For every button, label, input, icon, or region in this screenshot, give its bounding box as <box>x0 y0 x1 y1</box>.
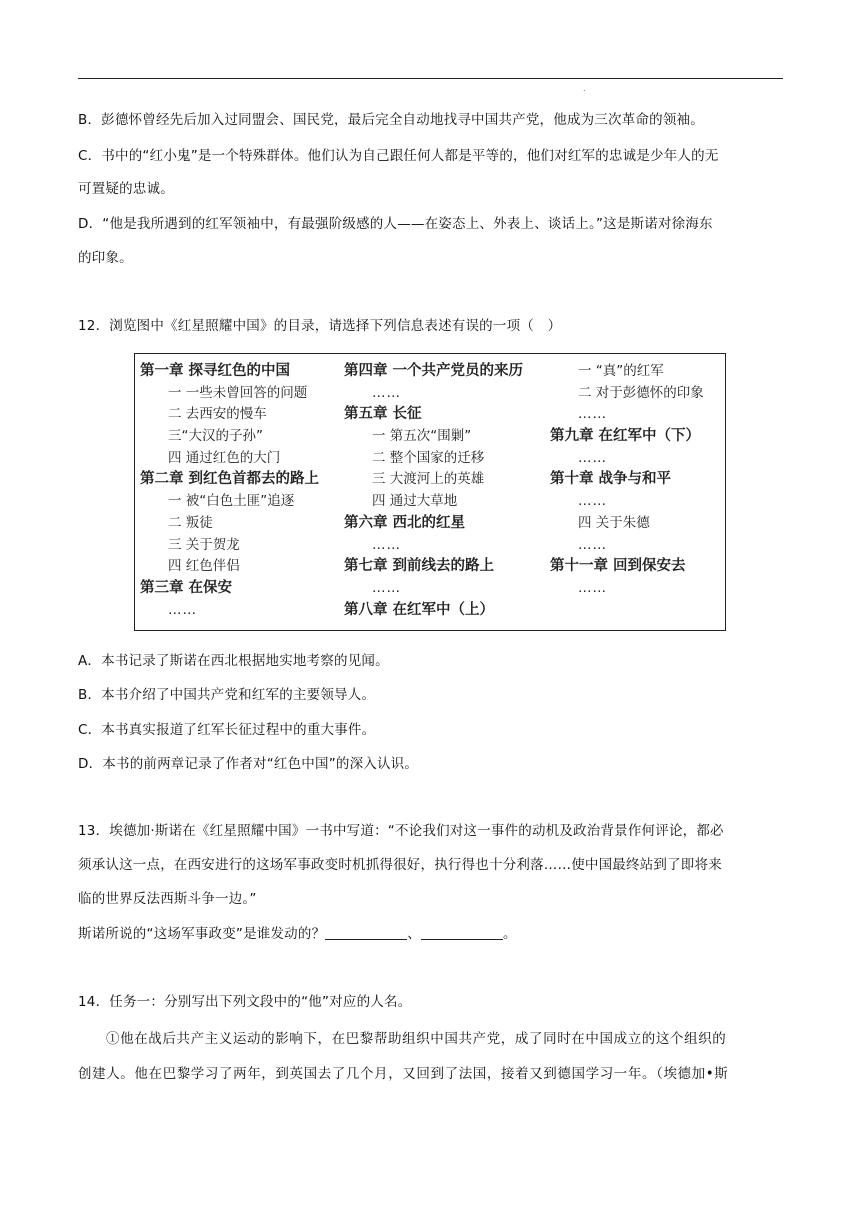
toc-ellipsis: …… <box>578 449 607 466</box>
toc-section: 二 对于彭德怀的印象 <box>578 384 704 401</box>
toc-chapter: 第九章 在红军中（下） <box>550 428 701 445</box>
toc-chapter: 第十章 战争与和平 <box>550 471 672 488</box>
q13-line1: 13．埃德加·斯诺在《红星照耀中国》一书中写道：“不论我们对这一事件的动机及政治背景作何评论，都必 <box>78 823 724 839</box>
toc-chapter: 第四章 一个共产党员的来历 <box>344 363 524 379</box>
toc-chapter: 第三章 在保安 <box>140 579 233 596</box>
toc-ellipsis: …… <box>578 493 607 510</box>
header-rule <box>78 78 783 79</box>
toc-chapter: 第二章 到红色首都去的路上 <box>140 471 320 488</box>
toc-section: 二 整个国家的迁移 <box>372 449 485 466</box>
q13-question-text: 斯诺所说的“这场军事政变”是谁发动的？ <box>78 926 326 942</box>
toc-section: 三“大汉的子孙” <box>168 428 263 445</box>
q14-passage-line1: ①他在战后共产主义运动的影响下，在巴黎帮助组织中国共产党，成了同时在中国成立的这个组织的 <box>106 1031 727 1047</box>
q11-option-d-line2: 的印象。 <box>78 250 133 266</box>
toc-figure <box>134 353 726 631</box>
header-dot: . <box>583 84 586 93</box>
q11-option-c-line1: C．书中的“红小鬼”是一个特殊群体。他们认为自己跟任何人都是平等的，他们对红军的忠诚是少年人的无 <box>78 148 719 164</box>
q12-stem: 12．浏览图中《红星照耀中国》的目录，请选择下列信息表述有误的一项（ ） <box>78 318 562 334</box>
toc-section: 三 关于贺龙 <box>168 536 240 553</box>
toc-chapter: 第八章 在红军中（上） <box>344 601 495 618</box>
toc-section: 一 一些未曾回答的问题 <box>168 384 308 401</box>
toc-section: 三 大渡河上的英雄 <box>372 471 485 488</box>
question-end: 。 <box>503 926 517 942</box>
toc-ellipsis: …… <box>372 384 401 401</box>
toc-section: 一 “真”的红军 <box>578 363 664 379</box>
toc-section: 一 第五次“围剿” <box>372 428 472 445</box>
toc-chapter: 第一章 探寻红色的中国 <box>140 363 291 379</box>
answer-blank-2[interactable] <box>421 925 503 940</box>
toc-section: 四 关于朱德 <box>578 514 650 531</box>
toc-section: 四 通过红色的大门 <box>168 449 281 466</box>
blank-separator: 、 <box>407 926 421 942</box>
q13-question <box>78 917 783 951</box>
answer-blank-1[interactable] <box>325 925 407 940</box>
toc-ellipsis: …… <box>578 536 607 553</box>
toc-chapter: 第七章 到前线去的路上 <box>344 558 495 575</box>
toc-chapter: 第五章 长征 <box>344 406 422 423</box>
toc-section: 四 红色伴侣 <box>168 558 240 575</box>
toc-section: 一 被“白色土匪”追逐 <box>168 493 295 510</box>
toc-section: 二 去西安的慢车 <box>168 406 267 423</box>
toc-ellipsis: …… <box>168 601 197 618</box>
toc-section: 四 通过大草地 <box>372 493 458 510</box>
toc-chapter: 第六章 西北的红星 <box>344 514 466 531</box>
q11-option-b: B．彭德怀曾经先后加入过同盟会、国民党，最后完全自动地找寻中国共产党，他成为三次革命的领袖。 <box>78 112 704 128</box>
toc-column-2 <box>344 361 523 621</box>
toc-ellipsis: …… <box>578 406 607 423</box>
q11-option-d-line1: D．“他是我所遇到的红军领袖中，有最强阶级感的人——在姿态上、外表上、谈话上。”这是斯诺对徐海东 <box>78 216 713 232</box>
q14-passage-line2: 创建人。他在巴黎学习了两年，到英国去了几个月，又回到了法国，接着又到德国学习一年。（埃德加•斯 <box>78 1066 729 1082</box>
q13-line2: 须承认这一点，在西安进行的这场军事政变时机抓得很好，执行得也十分利落……使中国最终站到了即将来 <box>78 857 722 873</box>
q14-stem: 14．任务一：分别写出下列文段中的“他”对应的人名。 <box>78 994 412 1010</box>
toc-column-3 <box>550 361 704 600</box>
toc-ellipsis: …… <box>372 536 401 553</box>
q12-option-a: A．本书记录了斯诺在西北根据地实地考察的见闻。 <box>78 653 389 669</box>
q12-option-c: C．本书真实报道了红军长征过程中的重大事件。 <box>78 722 376 738</box>
toc-chapter: 第十一章 回到保安去 <box>550 558 686 575</box>
toc-ellipsis: …… <box>372 579 401 596</box>
q12-option-b: B．本书介绍了中国共产党和红军的主要领导人。 <box>78 687 376 703</box>
q12-option-d: D．本书的前两章记录了作者对“红色中国”的深入认识。 <box>78 756 419 772</box>
toc-section: 二 叛徒 <box>168 514 213 531</box>
q13-line3: 临的世界反法西斯斗争一边。” <box>78 891 257 907</box>
toc-column-1 <box>140 361 319 621</box>
q11-option-c-line2: 可置疑的忠诚。 <box>78 181 174 197</box>
toc-ellipsis: …… <box>578 579 607 596</box>
